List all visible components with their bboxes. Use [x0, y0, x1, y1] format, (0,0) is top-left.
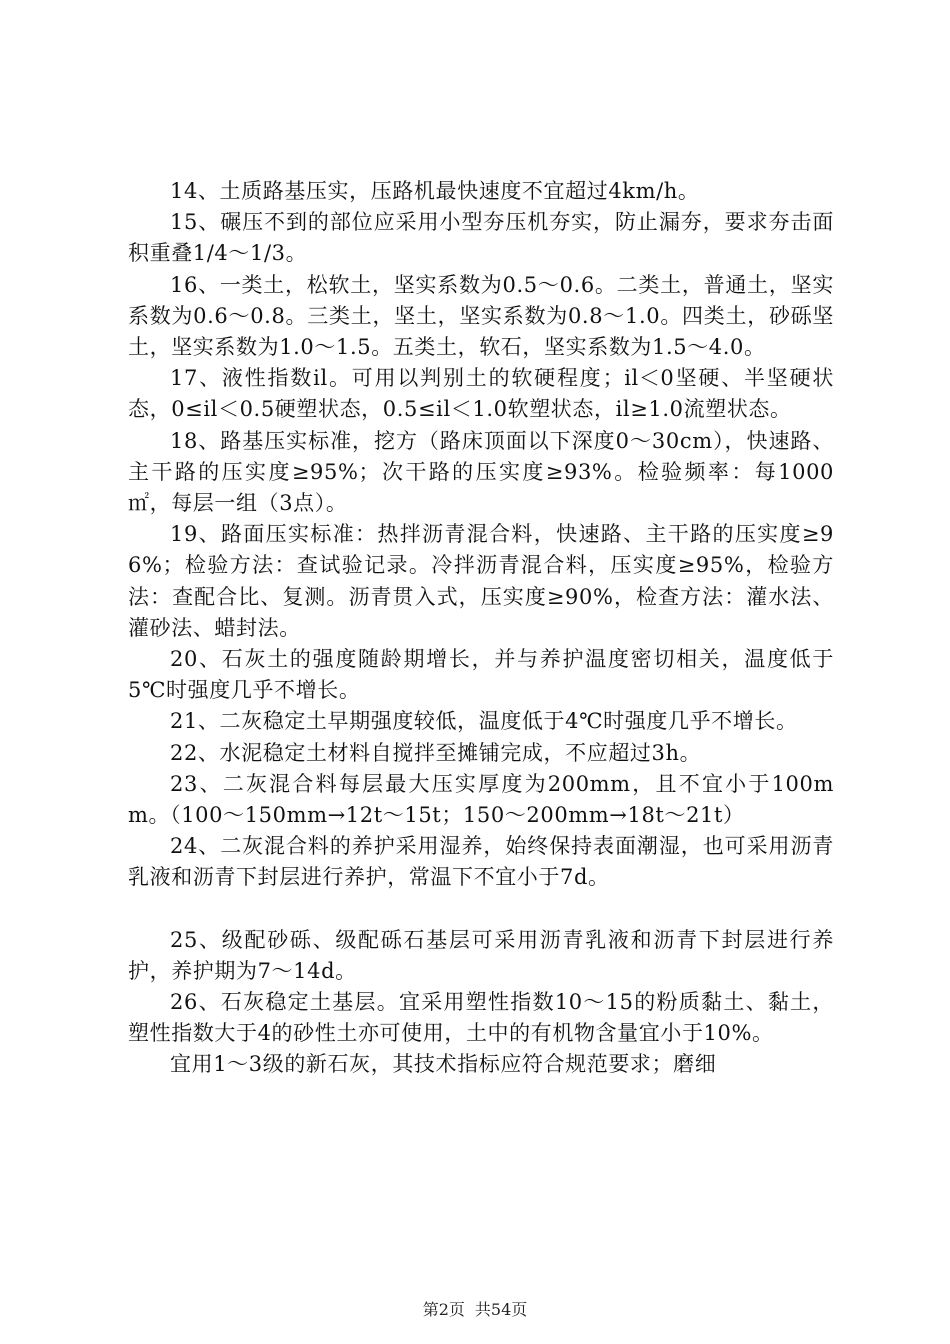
paragraph-20: 20、石灰土的强度随龄期增长，并与养护温度密切相关，温度低于5℃时强度几乎不增长。 — [128, 647, 834, 703]
paragraph-18: 18、路基压实标准，挖方（路床顶面以下深度0～30cm），快速路、主干路的压实度≥95%；次干路的压实度≥93%。检验频率：每1000㎡，每层一组（3点）。 — [128, 428, 834, 516]
paragraph-16: 16、一类土，松软土，坚实系数为0.5～0.6。二类土，普通土，坚实系数为0.6～0.8。三类土，坚土，坚实系数为0.8～1.0。四类土，砂砾坚土，坚实系数为1.0～1.5。五类土，软石，坚实系数为1.5～4.0。 — [128, 272, 834, 360]
paragraph-26: 26、石灰稳定土基层。宜采用塑性指数10～15的粉质黏土、黏土，塑性指数大于4的砂性土亦可使用，土中的有机物含量宜小于10%。 — [128, 990, 834, 1046]
paragraph-19: 19、路面压实标准：热拌沥青混合料，快速路、主干路的压实度≥96%；检验方法：查试验记录。冷拌沥青混合料，压实度≥95%，检验方法：查配合比、复测。沥青贯入式，压实度≥90%，检查方法：灌水法、灌砂法、蜡封法。 — [128, 522, 834, 640]
page-number: 第2页 — [422, 1300, 465, 1319]
paragraph-17: 17、液性指数il。可用以判别土的软硬程度；il＜0坚硬、半坚硬状态，0≤il＜0.5硬塑状态，0.5≤il＜1.0软塑状态，il≥1.0流塑状态。 — [128, 366, 834, 422]
paragraph-24: 24、二灰混合料的养护采用湿养，始终保持表面潮湿，也可采用沥青乳液和沥青下封层进行养护，常温下不宜小于7d。 — [128, 834, 834, 890]
paragraph-lime-spec: 宜用1～3级的新石灰，其技术指标应符合规范要求；磨细 — [170, 1052, 717, 1077]
paragraph-23: 23、二灰混合料每层最大压实厚度为200mm，且不宜小于100mm。（100～150mm→12t～15t；150～200mm→18t～21t） — [128, 771, 834, 828]
paragraph-25: 25、级配砂砾、级配砾石基层可采用沥青乳液和沥青下封层进行养护，养护期为7～14d。 — [128, 927, 834, 983]
paragraph-14: 14、土质路基压实，压路机最快速度不宜超过4km/h。 — [170, 179, 700, 203]
document-body — [128, 176, 834, 1081]
paragraph-21: 21、二灰稳定土早期强度较低，温度低于4℃时强度几乎不增长。 — [170, 709, 798, 734]
paragraph-22: 22、水泥稳定土材料自搅拌至摊铺完成，不应超过3h。 — [170, 740, 702, 765]
page-total: 共54页 — [474, 1300, 528, 1319]
page-footer — [0, 1300, 950, 1320]
paragraph-15: 15、碾压不到的部位应采用小型夯压机夯实，防止漏夯，要求夯击面积重叠1/4～1/3。 — [128, 210, 834, 266]
